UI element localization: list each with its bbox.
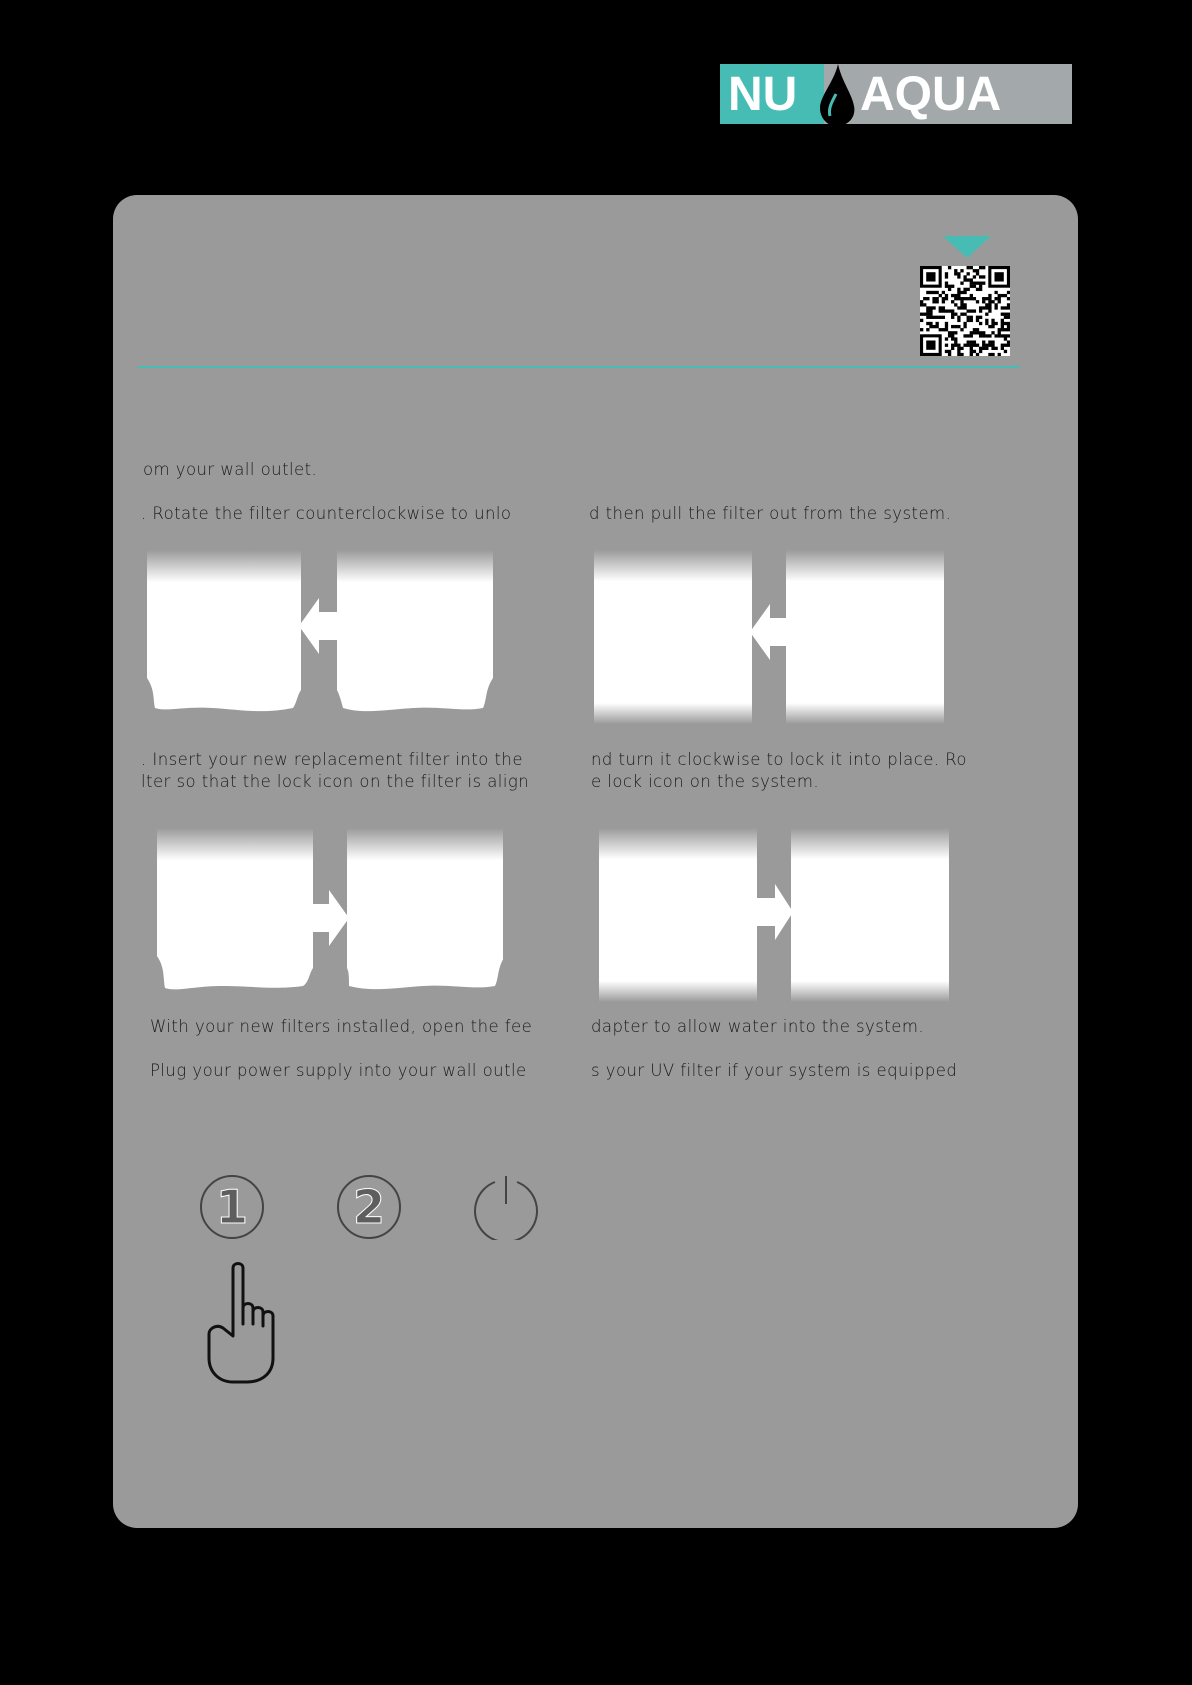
pointing-hand-icon [205,1262,295,1384]
remove-filter-illustration [143,550,493,720]
insert-filter-illustration [153,828,503,998]
filter-push-figure [595,828,950,1002]
svg-text:NU: NU [728,68,798,121]
step-text: nd turn it clockwise to lock it into place. Ro [591,750,967,769]
filter-unscrew-figure [143,550,493,720]
button-1[interactable] [199,1174,265,1240]
header-divider [138,366,1020,368]
power-icon [473,1174,539,1240]
filter-screw-in-figure [153,828,503,998]
insert-filter-illustration [595,828,950,1002]
remove-filter-illustration [590,550,945,724]
step-text: . Insert your new replacement filter into the [141,750,523,769]
step-text: om your wall outlet. [143,460,318,479]
filter-pull-figure [590,550,945,724]
step-text: d then pull the filter out from the system. [589,504,952,523]
step-text: With your new filters installed, open the fee [150,1017,533,1036]
qr-code-icon[interactable] [920,266,1010,356]
power-button[interactable] [473,1174,539,1240]
qr-pointer-icon [943,236,991,258]
svg-text:AQUA: AQUA [860,68,1002,121]
step-text: dapter to allow water into the system. [591,1017,925,1036]
button-2-label: 2 [352,1180,386,1234]
step-text: s your UV filter if your system is equipped [591,1061,958,1080]
button-2[interactable] [336,1174,402,1240]
step-text: . Rotate the filter counterclockwise to unlo [141,504,512,523]
step-text: lter so that the lock icon on the filter is align [141,772,530,791]
step-text: e lock icon on the system. [591,772,820,791]
step-text: Plug your power supply into your wall outle [150,1061,527,1080]
button-1-label: 1 [215,1180,249,1234]
nuaqua-logo [720,64,1072,124]
